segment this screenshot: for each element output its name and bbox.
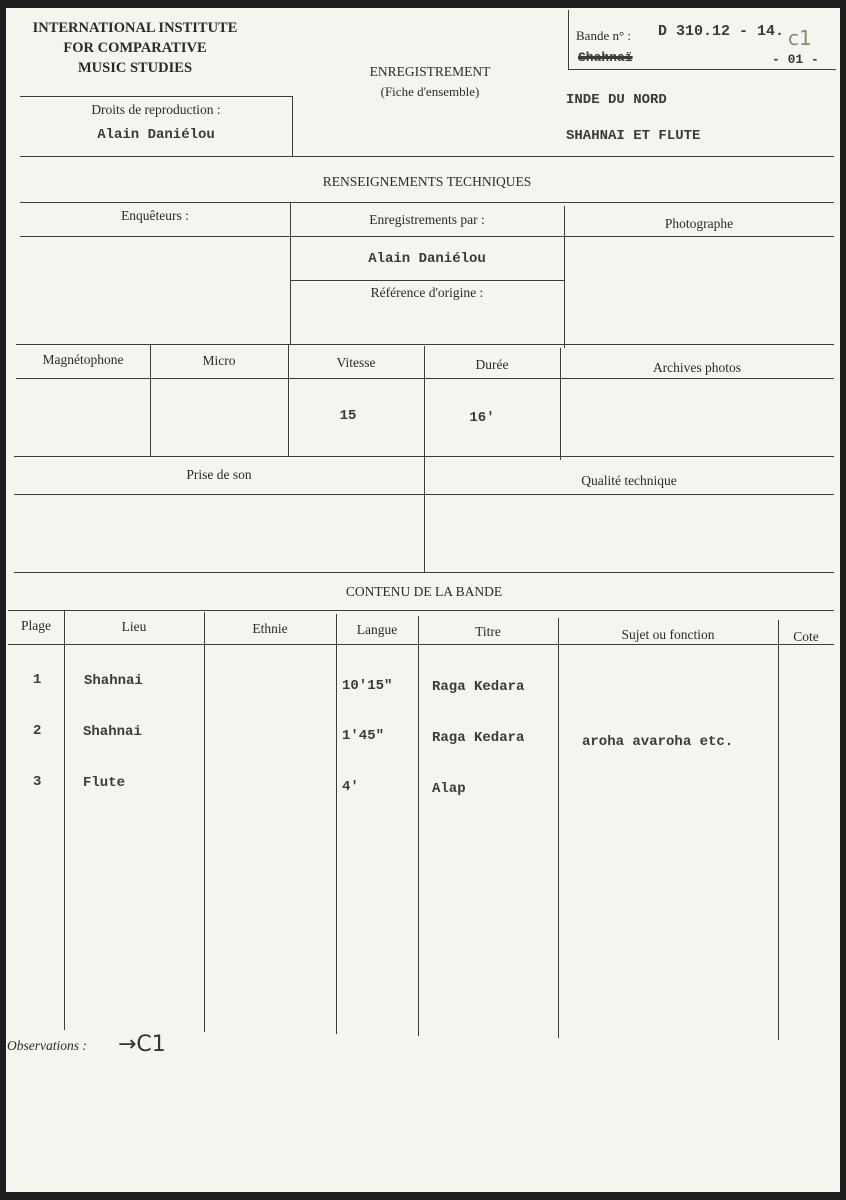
duree-label: Durée [475,357,509,372]
col-header-langue: Langue [356,622,398,637]
bande-box-left [568,10,569,70]
institute-line-2: FOR COMPARATIVE [63,40,207,56]
contenu-top-rule [14,572,834,573]
reference-label: Référence d'origine : [370,285,484,300]
prise-label: Prise de son [186,467,252,482]
col-header-cote: Cote [793,629,819,644]
row-langue: 1'45" [342,728,385,744]
table-div-1 [64,610,65,1030]
row-titre: Alap [432,781,466,797]
row-plage: 3 [33,774,42,790]
equipment-header-rule [16,378,834,379]
table-div-5 [558,618,559,1038]
bande-box-bottom [568,69,836,70]
equipment-div-3 [424,346,425,458]
table-div-4 [418,616,419,1036]
vitesse-label: Vitesse [336,355,376,370]
duree-value: 16' [469,410,495,426]
enregistrements-label: Enregistrements par : [369,212,485,227]
equipment-top-rule [16,344,834,345]
row-plage: 1 [33,672,42,688]
region-text: INDE DU NORD [566,92,667,108]
table-header-rule [8,644,834,645]
prise-divider [424,456,425,572]
contenu-section-title: CONTENU DE LA BANDE [345,584,503,599]
observations-label: Observations : [7,1038,87,1053]
magnetophone-label: Magnétophone [42,352,124,367]
enqueteurs-divider [290,202,291,344]
bande-handwritten: c1 [788,26,812,50]
technical-title-rule [20,202,834,203]
record-card [6,8,840,1192]
row-sujet: aroha avaroha etc. [582,734,734,750]
contenu-title-rule [8,610,834,611]
bande-label: Bande n° : [576,28,632,43]
micro-label: Micro [202,353,236,368]
col-header-lieu: Lieu [121,619,147,634]
enqueteurs-label: Enquêteurs : [121,208,189,223]
table-div-3 [336,614,337,1034]
vitesse-value: 15 [339,408,357,424]
bande-sub: - 01 - [772,52,819,67]
observations-value: →C1 [118,1032,166,1057]
equipment-div-2 [288,344,289,456]
equipment-div-1 [150,344,151,456]
header-bottom-rule [20,156,834,157]
row-lieu: Shahnai [84,673,143,689]
form-title: ENREGISTREMENT [369,64,491,79]
photographe-divider [564,206,565,348]
institute-name [20,18,250,78]
institute-line-3: MUSIC STUDIES [77,60,193,76]
col-header-plage: Plage [21,618,51,633]
table-div-6 [778,620,779,1040]
equipment-div-4 [560,348,561,460]
technical-section-title: RENSEIGNEMENTS TECHNIQUES [322,174,532,189]
bande-number: D 310.12 - 14. [658,23,785,40]
qualite-label: Qualité technique [581,473,677,488]
row-langue: 10'15" [342,678,393,694]
table-div-2 [204,612,205,1032]
droits-label: Droits de reproduction : [91,102,221,117]
row-titre: Raga Kedara [432,679,525,695]
droits-top [20,96,292,97]
bande-struck: Shahnaï [578,50,633,65]
enregistrements-value: Alain Daniélou [368,251,486,267]
form-subtitle: (Fiche d'ensemble) [380,84,480,99]
col-header-ethnie: Ethnie [252,621,288,636]
droits-right [292,96,293,156]
reference-rule [290,280,564,281]
row-plage: 2 [33,723,42,739]
col-header-sujet: Sujet ou fonction [621,627,715,642]
row-lieu: Flute [83,775,126,791]
row-titre: Raga Kedara [432,730,525,746]
archives-label: Archives photos [652,360,742,375]
institute-line-1: INTERNATIONAL INSTITUTE [32,20,238,36]
photographe-label: Photographe [664,216,734,231]
enqueteurs-rule [20,236,834,237]
col-header-titre: Titre [475,624,501,639]
instruments-text: SHAHNAI ET FLUTE [566,128,701,144]
droits-value: Alain Daniélou [97,127,215,143]
row-lieu: Shahnai [83,724,142,740]
row-langue: 4' [342,779,359,795]
